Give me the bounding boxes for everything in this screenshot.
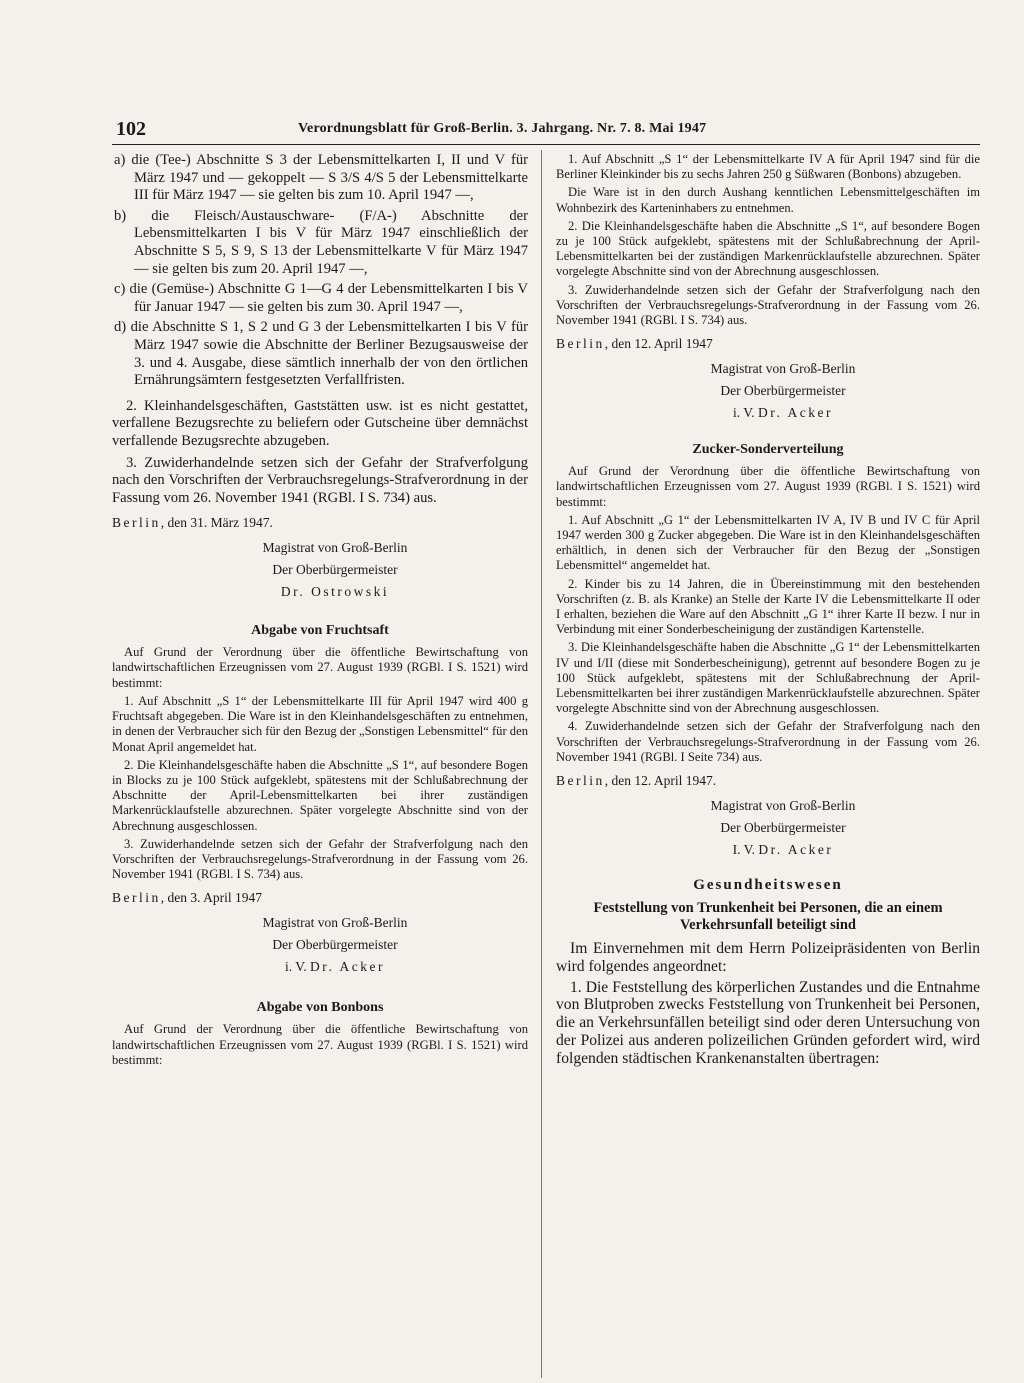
left-column: [112, 152, 528, 1071]
fruchtsaft-signature-block: [112, 912, 528, 978]
signature-authority: Magistrat von Groß-Berlin: [262, 540, 408, 556]
zucker-signature-block: [556, 795, 980, 861]
zucker-intro: Auf Grund der Verordnung über die öffentliche Bewirtschaftung von landwirtschaftlichen Erzeugnissen vom 27. August 1939 (RGBl. I S. 1521) wird bestimmt:: [556, 464, 980, 509]
signature-authority: Magistrat von Groß-Berlin: [710, 361, 856, 377]
page-number: 102: [116, 118, 146, 140]
list-item-c: c) die (Gemüse-) Abschnitte G 1—G 4 der Lebensmittelkarten I bis V für Januar 1947 — sie gelten bis zum 30. April 1947 —,: [114, 281, 528, 315]
zucker-paragraph-4: 4. Zuwiderhandelnde setzen sich der Gefahr der Strafverfolgung nach den Vorschriften der Verbrauchsregelungs-Strafverordnung in der Fassung vom 26. November 1941 (RGBl. I Seite 734) aus.: [556, 719, 980, 764]
signature-name: Dr. Acker: [310, 959, 385, 975]
section-heading-bonbons: Abgabe von Bonbons: [256, 1000, 384, 1016]
signature-prefix: i. V.: [284, 959, 307, 975]
fruchtsaft-paragraph-2: 2. Die Kleinhandelsgeschäfte haben die Abschnitte „S 1“, auf besondere Bogen in Blocks zu je 100 Stück aufgeklebt, spätestens mit der Schlußabrechnung der Abschnitte der April-Lebensmittelkarten bei ihrer zuständigen Markenrücklaufstelle abzurechnen. Später vorgelegte Abschnitte sind von der Abrechnung ausgeschlossen.: [112, 757, 528, 833]
zucker-paragraph-1: 1. Auf Abschnitt „G 1“ der Lebensmittelkarten IV A, IV B und IV C für April 1947 werden 300 g Zucker abgegeben. Die Ware ist in den Kleinhandelsgeschäften erhältlich, in denen sich der Verbraucher für den Bezug der „Sonstigen Lebensmittel“ angemeldet hat.: [556, 512, 980, 573]
list-item-d: d) die Abschnitte S 1, S 2 und G 3 der Lebensmittelkarten I bis V für März 1947 sowie die Abschnitte der Berliner Bezugsausweise der 3. und 4. Ausgabe, diese sämtlich innerhalb der von den örtlichen Ernährungsämtern festgesetzten Verfallfristen.: [114, 319, 528, 389]
bonbons-paragraph-2: 2. Die Kleinhandelsgeschäfte haben die Abschnitte „S 1“, auf besondere Bogen zu je 100 Stück aufgeklebt, spätestens mit der Schlußabrechnung der April-Lebensmittelkarten bei der zuständigen Markenrücklaufstelle abzurechnen. Später vorgelegte Abschnitte sind von der Abrechnung ausgeschlossen.: [556, 218, 980, 279]
bonbons-intro: Auf Grund der Verordnung über die öffentliche Bewirtschaftung von landwirtschaftlichen Erzeugnissen vom 27. August 1939 (RGBl. I S. 1521) wird bestimmt:: [112, 1022, 528, 1067]
signature-title: Der Oberbürgermeister: [272, 937, 398, 953]
bonbons-dateline-date: , den 12. April 1947: [604, 336, 713, 352]
running-title: Verordnungsblatt für Groß-Berlin. 3. Jahrgang. Nr. 7. 8. Mai 1947: [298, 121, 707, 136]
signature-line: [586, 402, 980, 424]
bonbons-signature-block: [556, 358, 980, 424]
signature-title: Der Oberbürgermeister: [720, 383, 846, 399]
bonbons-dateline: [556, 336, 980, 352]
signature-line: [586, 839, 980, 861]
signature-name: Dr. Acker: [758, 842, 834, 858]
signature-title: Der Oberbürgermeister: [720, 820, 846, 836]
fruchtsaft-paragraph-3: 3. Zuwiderhandelnde setzen sich der Gefahr der Strafverfolgung nach den Vorschriften der Verbrauchsregelungs-Strafverordnung in der Fassung vom 26. November 1941 (RGBl. I S. 734) aus.: [112, 836, 528, 882]
fruchtsaft-dateline: [112, 890, 528, 906]
column-divider: [541, 150, 542, 1378]
zucker-dateline-date: , den 12. April 1947.: [604, 773, 717, 789]
zucker-dateline-city: Berlin: [556, 773, 605, 789]
signature-authority: Magistrat von Groß-Berlin: [710, 798, 856, 814]
section-heading-zucker: Zucker-Sonderverteilung: [692, 442, 844, 458]
fruchtsaft-intro: Auf Grund der Verordnung über die öffentliche Bewirtschaftung von landwirtschaftlichen Erzeugnissen vom 27. August 1939 (RGBl. I S. 1521) wird bestimmt:: [112, 645, 528, 690]
bonbons-paragraph-1: 1. Auf Abschnitt „S 1“ der Lebensmittelkarte IV A für April 1947 sind für die Berliner Kleinkinder bis zu sechs Jahren 250 g Süßwaren (Bonbons) abzugeben.: [556, 152, 980, 182]
fruchtsaft-paragraph-1: 1. Auf Abschnitt „S 1“ der Lebensmittelkarte III für April 1947 wird 400 g Fruchtsaft abgegeben. Die Ware ist in den Kleinhandelsgeschäften zu entnehmen, in denen der Verbraucher sich für den Bezug der „Sonstigen Lebensmittel“ für den Monat April angemeldet hat.: [112, 693, 528, 754]
gesundheit-paragraph-1: 1. Die Feststellung des körperlichen Zustandes und die Entnahme von Blutproben zwecks Feststellung von Trunkenheit bei Personen, die an Verkehrsunfällen beteiligt sind oder deren Untersuchung von der Polizei aus anderen polizeilichen Gründen gefordert wird, wird folgenden städtischen Krankenanstalten übertragen:: [556, 978, 980, 1067]
paragraph-3: 3. Zuwiderhandelnde setzen sich der Gefahr der Strafverfolgung nach den Vorschriften der Verbrauchsregelungs-Strafverordnung in der Fassung vom 26. November 1941 (RGBl. I S. 734) aus.: [112, 454, 528, 506]
right-column: [556, 152, 980, 1071]
zucker-dateline: [556, 773, 980, 789]
list-item-b: b) die Fleisch/Austauschware- (F/A-) Abschnitte der Lebensmittelkarten I bis V für März 1947 einschließlich der Abschnitte S 5, S 9, S 13 der Lebensmittelkarte V für März 1947 — sie gelten bis zum 20. April 1947 —,: [114, 207, 528, 277]
signature-prefix: i. V.: [732, 405, 755, 421]
dateline-date: , den 31. März 1947.: [160, 515, 273, 531]
page-header: [112, 118, 982, 140]
dateline-city: Berlin: [112, 515, 161, 531]
fruchtsaft-dateline-city: Berlin: [112, 890, 161, 906]
zucker-paragraph-2: 2. Kinder bis zu 14 Jahren, die in Übereinstimmung mit den bestehenden Vorschriften (z. B. als Kranke) an Stelle der Karte IV die Lebensmittelkarte II oder I erhalten, beziehen die Ware auf den Abschnitt „G 1“ ihrer Karte II bezw. I nur in Verbindung mit einer Sonderbescheinigung der zuständigen Kartenstelle.: [556, 576, 980, 637]
dateline: [112, 515, 528, 531]
section-heading-fruchtsaft: Abgabe von Fruchtsaft: [251, 623, 389, 639]
article-heading-trunkenheit: Feststellung von Trunkenheit bei Personen, die an einem Verkehrsunfall beteiligt sind: [593, 900, 943, 934]
signature-title: Der Oberbürgermeister: [272, 562, 398, 578]
list-item-a: a) die (Tee-) Abschnitte S 3 der Lebensmittelkarten I, II und V für März 1947 und — gekoppelt — S 3/S 4/S 5 der Lebensmittelkarte III für März 1947 — sie gelten bis zum 10. April 1947 —,: [114, 152, 528, 204]
bonbons-paragraph-1b: Die Ware ist in den durch Aushang kenntlichen Lebensmittelgeschäften im Wohnbezirk des Karteninhabers zu entnehmen.: [556, 185, 980, 215]
paragraph-2: 2. Kleinhandelsgeschäften, Gaststätten usw. ist es nicht gestattet, verfallene Bezugsrechte zu beliefern oder Gutscheine über demnächst verfallende Bezugsrechte abzugeben.: [112, 397, 528, 449]
signature-authority: Magistrat von Groß-Berlin: [262, 915, 408, 931]
section-heading-gesundheitswesen: Gesundheitswesen: [693, 877, 843, 894]
bonbons-dateline-city: Berlin: [556, 336, 605, 352]
bonbons-paragraph-3: 3. Zuwiderhandelnde setzen sich der Gefahr der Strafverfolgung nach den Vorschriften der Verbrauchsregelungs-Strafverordnung in der Fassung vom 26. November 1941 (RGBl. I S. 734) aus.: [556, 282, 980, 328]
signature-name: Dr. Ostrowski: [280, 584, 390, 600]
header-rule: [112, 144, 980, 145]
signature-block: [112, 537, 528, 603]
signature-line: [142, 956, 528, 978]
fruchtsaft-dateline-date: , den 3. April 1947: [160, 890, 262, 906]
gesundheit-intro: Im Einvernehmen mit dem Herrn Polizeipräsidenten von Berlin wird folgendes angeordnet:: [556, 940, 980, 975]
signature-name: Dr. Acker: [758, 405, 833, 421]
zucker-paragraph-3: 3. Die Kleinhandelsgeschäfte haben die Abschnitte „G 1“ der Lebensmittelkarten IV und I/II (diese mit Sonderbescheinigung), getrennt auf besondere Bogen zu je 100 Stück aufgeklebt, spätestens mit der Schlußabrechnung der April-Lebensmittelkarten bei ihrer zuständigen Markenrücklaufstelle abzurechnen. Später vorgelegte Abschnitte sind von der Abrechnung ausgeschlossen.: [556, 640, 980, 716]
signature-prefix: I. V.: [732, 842, 756, 858]
